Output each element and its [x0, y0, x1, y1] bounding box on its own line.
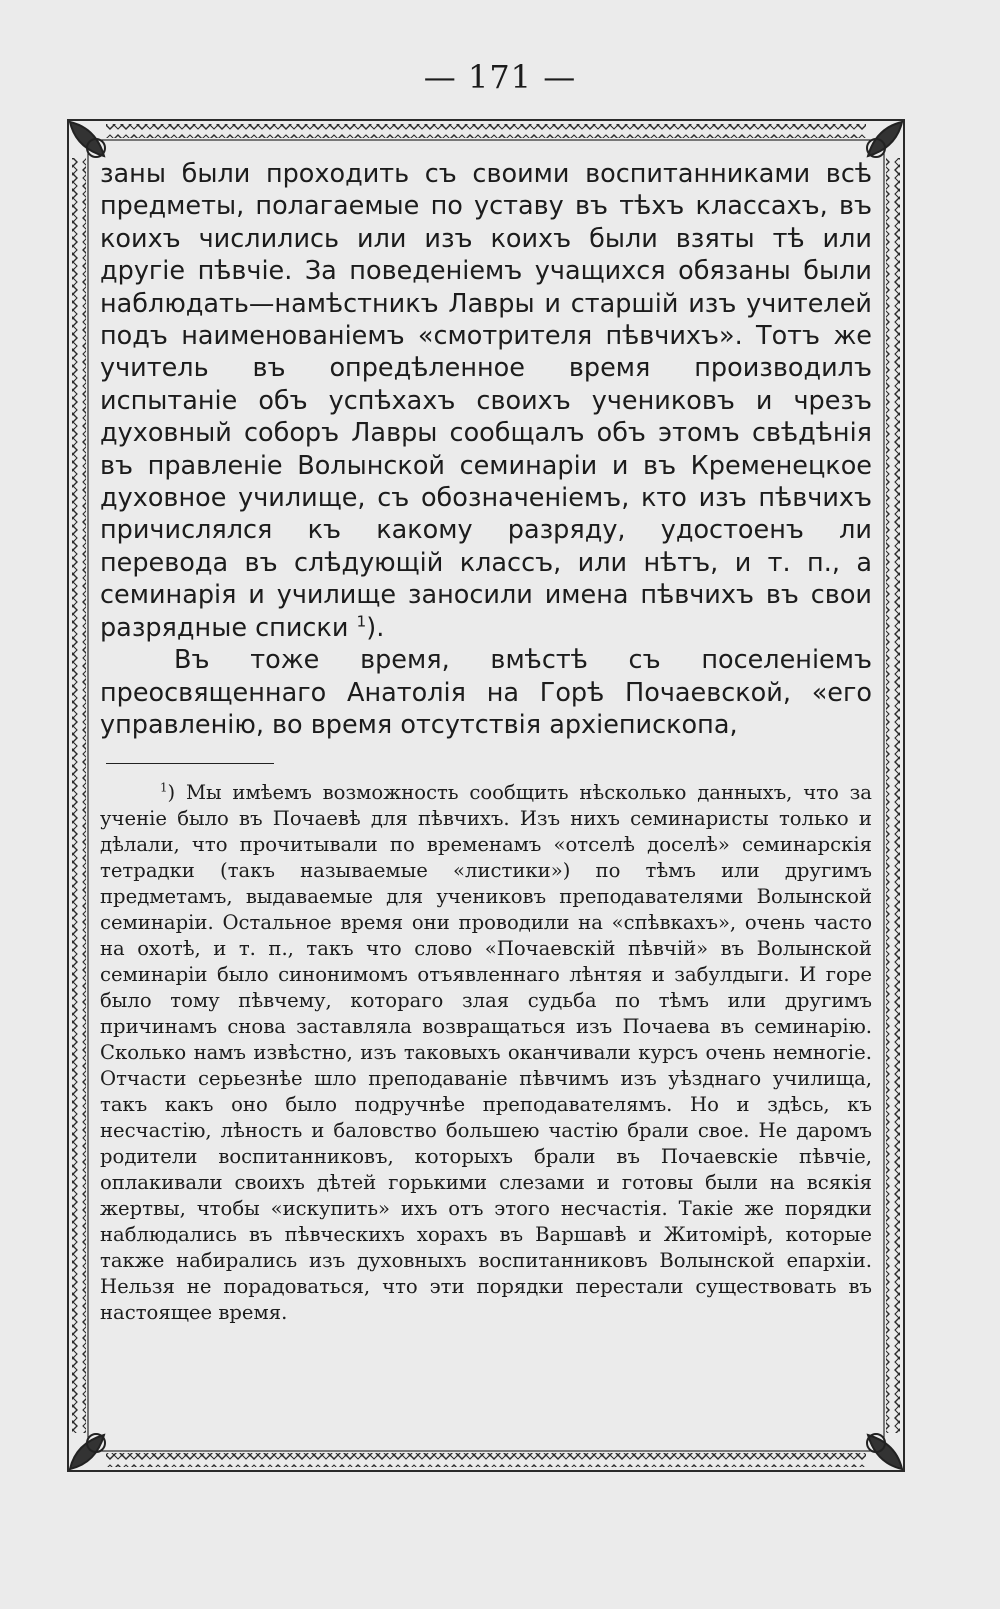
paragraph-2-text: Въ тоже время, вмѣстѣ съ поселеніемъ преосвященнаго Анатолія на Горѣ Почаевской, «его управленію, во время отсутствія архіепископа, — [100, 645, 872, 740]
footnote-divider — [106, 763, 274, 764]
footnote-text: ) Мы имѣемъ возможность сообщить нѣсколько данныхъ, что за ученіе было въ Почаевѣ для пѣвчихъ. Изъ нихъ семинаристы только и дѣлали, что прочитывали по временамъ «отселѣ доселѣ» семинарскія тетрадки (такъ называемые «листики») по тѣмъ или другимъ предметамъ, выдаваемые для учениковъ преподавателями Волынской семинаріи. Остальное время они проводили на «спѣвкахъ», очень часто на охотѣ, и т. п., такъ что слово «Почаевскій пѣвчій» въ Волынской семинаріи было синонимомъ отъявленнаго лѣнтяя и забулдыги. И горе было тому пѣвчему, котораго злая судьба по тѣмъ или другимъ причинамъ снова заставляла возвращаться изъ Почаева въ семинарію. Сколько намъ извѣстно, изъ таковыхъ оканчивали курсъ очень немногіе. Отчасти серьезнѣе шло преподаваніе пѣвчимъ изъ уѣзднаго училища, такъ какъ оно было подручнѣе преподавателямъ. Но и здѣсь, къ несчастію, лѣность и баловство большею частію брали свое. Не даромъ родители воспитанниковъ, которыхъ брали въ Почаевскіе пѣвчіе, оплакивали своихъ дѣтей горькими слезами и готовы были на всякія жертвы, чтобы «искупить» ихъ отъ этого несчастія. Такіе же порядки наблюдались въ пѣвческихъ хорахъ въ Варшавѣ и Житомірѣ, которые также набирались изъ духовныхъ воспитанниковъ Волынской епархіи. Нельзя не порадоваться, что эти порядки перестали существовать въ настоящее время. — [100, 781, 872, 1325]
footnote-reference: 1 — [356, 612, 367, 631]
paragraph: заны были проходить съ своими воспитанниками всѣ предметы, полагаемые по уставу въ тѣхъ классахъ, въ коихъ числились или изъ коихъ были взяты тѣ или другіе пѣвчіе. За поведеніемъ учащихся обязаны были наблюдать—намѣстникъ Лавры и старшій изъ учителей подъ наименованіемъ «смотрителя пѣвчихъ». Тотъ же учитель въ опредѣленное время производилъ испытаніе объ успѣхахъ своихъ учениковъ и чрезъ духовный соборъ Лавры сообщалъ объ этомъ свѣдѣнія въ правленіе Волынской семинаріи и въ Кременецкое духовное училище, съ обозначеніемъ, кто изъ пѣвчихъ причислялся къ какому разряду, удостоенъ ли перевода въ слѣдующій классъ, или нѣтъ, и т. п., а семинарія и училище заносили имена пѣвчихъ въ свои разрядные списки $^1$). — [100, 159, 872, 643]
paragraph — [100, 644, 872, 741]
paragraph-1-text: заны были проходить съ своими воспитанниками всѣ предметы, полагаемые по уставу въ тѣхъ классахъ, въ коихъ числились или изъ коихъ были взяты тѣ или другіе пѣвчіе. За поведеніемъ учащихся обязаны были наблюдать—намѣстникъ Лавры и старшій изъ учителей подъ наименованіемъ «смотрителя пѣвчихъ». Тотъ же учитель въ опредѣленное время производилъ испытаніе объ успѣхахъ своихъ учениковъ и чрезъ духовный соборъ Лавры сообщалъ объ этомъ свѣдѣнія въ правленіе Волынской семинаріи и въ Кременецкое духовное училище, съ обозначеніемъ, кто изъ пѣвчихъ причислялся къ какому разряду, удостоенъ ли перевода въ слѣдующій классъ, или нѣтъ, и т. п., а семинарія и училище заносили имена пѣвчихъ въ свои разрядные списки — [100, 159, 872, 643]
footnote — [100, 780, 872, 1326]
main-text — [100, 158, 872, 741]
page-number: — 171 — — [423, 58, 577, 96]
page-content — [100, 158, 872, 1326]
ornamental-frame — [66, 118, 906, 1473]
footnote-marker: 1 — [160, 780, 168, 795]
paragraph-1-end: . — [376, 612, 385, 643]
